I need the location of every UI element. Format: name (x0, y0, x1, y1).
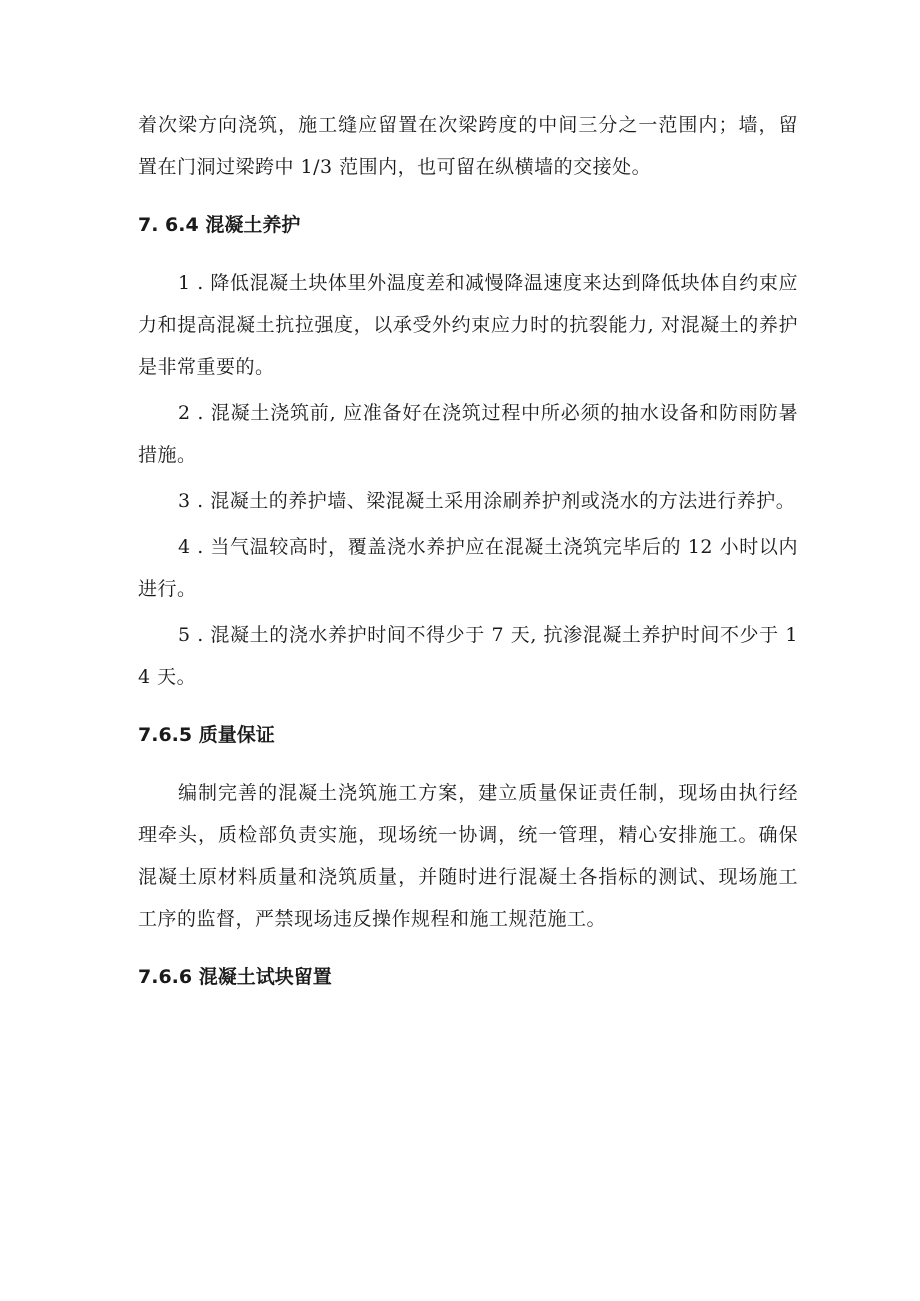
section-heading-quality: 7.6.5 质量保证 (138, 724, 275, 746)
section-heading-test-blocks: 7.6.6 混凝土试块留置 (138, 966, 332, 988)
section-heading-curing: 7. 6.4 混凝土养护 (138, 214, 301, 236)
curing-paragraph-2: 2 . 混凝土浇筑前, 应准备好在浇筑过程中所必须的抽水设备和防雨防暑措施。 (138, 402, 798, 466)
curing-paragraph-5: 5 . 混凝土的浇水养护时间不得少于 7 天, 抗渗混凝土养护时间不少于 14 天。 (138, 624, 798, 688)
document-body (138, 104, 798, 998)
curing-paragraph-1: 1 . 降低混凝土块体里外温度差和减慢降温速度来达到降低块体自约束应力和提高混凝土抗拉强度，以承受外约束应力时的抗裂能力, 对混凝土的养护是非常重要的。 (138, 272, 798, 378)
intro-paragraph: 着次梁方向浇筑，施工缝应留置在次梁跨度的中间三分之一范围内；墙，留置在门洞过梁跨中 1/3 范围内，也可留在纵横墙的交接处。 (138, 114, 798, 178)
quality-paragraph-1: 编制完善的混凝土浇筑施工方案，建立质量保证责任制，现场由执行经理牵头，质检部负责实施，现场统一协调，统一管理，精心安排施工。确保混凝土原材料质量和浇筑质量，并随时进行混凝土各指标的测试、现场施工工序的监督，严禁现场违反操作规程和施工规范施工。 (138, 782, 798, 930)
curing-paragraph-3: 3 . 混凝土的养护墙、梁混凝土采用涂刷养护剂或浇水的方法进行养护。 (178, 490, 796, 512)
curing-paragraph-4: 4 . 当气温较高时，覆盖浇水养护应在混凝土浇筑完毕后的 12 小时以内进行。 (138, 536, 798, 600)
